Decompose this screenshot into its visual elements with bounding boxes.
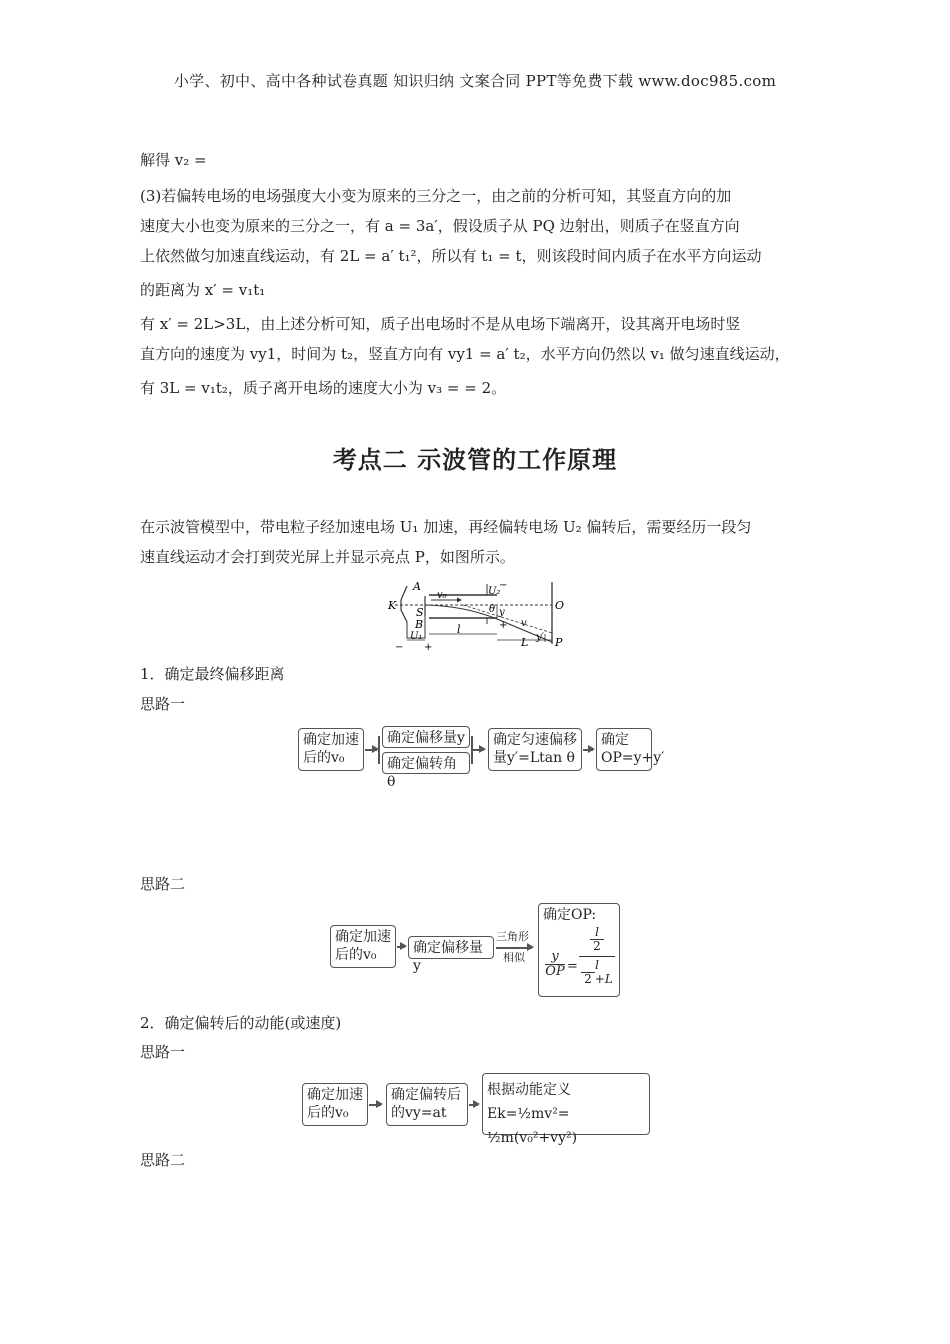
label-p: P (555, 636, 563, 649)
flow-arrow (365, 749, 377, 751)
frac-right-num-den: 2 (590, 939, 604, 953)
frac-right-den-den: 2 (581, 972, 595, 986)
route-label: 思路二 (140, 1151, 186, 1169)
label-u2: U₂ (488, 586, 501, 597)
flow-box: 确定加速后的v₀ (330, 925, 396, 968)
flow-arrow (496, 947, 532, 949)
flow-box: 确定OP=y+y′ (596, 728, 652, 771)
page-header: 小学、初中、高中各种试卷真题 知识归纳 文案合同 PPT等免费下载 www.doc985.com (173, 72, 777, 90)
flow-arrow (469, 1104, 478, 1106)
part2-heading: 2．确定偏转后的动能(或速度) (140, 1014, 342, 1032)
flow-box: 确定偏移量y (408, 936, 494, 959)
part1-heading: 1．确定最终偏移距离 (140, 665, 285, 683)
label-minus1: − (395, 642, 404, 652)
frac-left-den: OP (545, 964, 565, 979)
label-yprime: y′ (536, 632, 544, 643)
label-plus1: + (424, 642, 433, 652)
flow-bracket (378, 736, 380, 764)
label-b: B (415, 618, 424, 631)
solution-line: (3)若偏转电场的电场强度大小变为原来的三分之一，由之前的分析可知，其竖直方向的加 (140, 187, 732, 205)
energy-line2: ½m(v₀²+vy²) (487, 1130, 578, 1146)
solution-line: 解得 v₂ = (140, 151, 207, 169)
frac-left (545, 950, 565, 979)
flow-box: 确定偏转角 θ (382, 752, 470, 774)
flow-box: 确定加速后的v₀ (298, 728, 364, 771)
energy-line1: 根据动能定义Ek=½mv²= (487, 1082, 571, 1122)
cathode-k (401, 586, 407, 622)
label-s: S (416, 606, 424, 619)
arrow-label-bottom: 相似 (503, 951, 525, 964)
label-v0: v₀ (437, 590, 447, 601)
flow-arrow (369, 1104, 381, 1106)
arrow-label-top: 三角形 (496, 930, 529, 943)
frac-right-den-num: l (579, 956, 615, 972)
frac-left-num: y (551, 949, 559, 964)
label-u1: U₁ (410, 631, 423, 642)
label-k: K (388, 599, 397, 612)
op-formula-title: 确定OP: (543, 907, 597, 923)
flow-box: 确定匀速偏移量y′=Ltan θ (488, 728, 582, 771)
extension-line (463, 605, 552, 633)
label-l: l (457, 623, 461, 636)
label-plus2: + (499, 620, 508, 631)
route-label: 思路二 (140, 875, 186, 893)
flow-box: 确定偏转后的vy=at (386, 1083, 468, 1126)
solution-line: 的距离为 x′ = v₁t₁ (140, 281, 266, 299)
frac-eq: = (567, 959, 578, 974)
flow-arrow (472, 749, 484, 751)
v0-arrowhead (457, 598, 462, 603)
solution-line: 上依然做匀加速直线运动，有 2L = a′ t₁²，所以有 t₁ = t，则该段时间内质子在水平方向运动 (140, 247, 762, 265)
solution-line: 速度大小也变为原来的三分之一，有 a = 3a′，假设质子从 PQ 边射出，则质子在竖直方向 (140, 217, 740, 235)
flow-box-energy (482, 1073, 650, 1146)
flow-arrow (583, 749, 593, 751)
solution-line: 有 3L = v₁t₂，质子离开电场的速度大小为 v₃ = = 2。 (140, 379, 507, 397)
flow-arrow (397, 946, 405, 948)
solution-line: 直方向的速度为 vy1，时间为 t₂，竖直方向有 vy1 = a′ t₂，水平方向仍然以 v₁ 做匀速直线运动， (140, 345, 790, 363)
route-label: 思路一 (140, 1043, 186, 1061)
intro-line: 在示波管模型中，带电粒子经加速电场 U₁ 加速，再经偏转电场 U₂ 偏转后，需要经历一段匀 (140, 518, 752, 536)
frac-right-den-row (579, 972, 615, 986)
label-o: O (555, 599, 565, 612)
label-minus2: − (499, 580, 508, 591)
frac-right (579, 926, 615, 986)
label-v: v (521, 618, 527, 629)
frac-right-num-num: l (595, 925, 599, 939)
flow-box: 确定偏移量y (382, 726, 470, 748)
frac-right-den-tail: +L (594, 971, 613, 986)
section-title: 考点二 示波管的工作原理 (332, 445, 618, 474)
intro-line: 速直线运动才会打到荧光屏上并显示亮点 P，如图所示。 (140, 548, 515, 566)
op-formula-box (538, 903, 620, 997)
route-label: 思路一 (140, 695, 186, 713)
label-L: L (521, 636, 529, 649)
oscilloscope-diagram (385, 578, 575, 652)
solution-line: 有 x′ = 2L>3L，由上述分析可知，质子出电场时不是从电场下端离开，设其离开电场时竖 (140, 315, 741, 333)
label-a: A (413, 580, 421, 593)
flow-box: 确定加速后的v₀ (302, 1083, 368, 1126)
label-theta: θ (489, 604, 496, 615)
label-y: y (499, 607, 505, 618)
